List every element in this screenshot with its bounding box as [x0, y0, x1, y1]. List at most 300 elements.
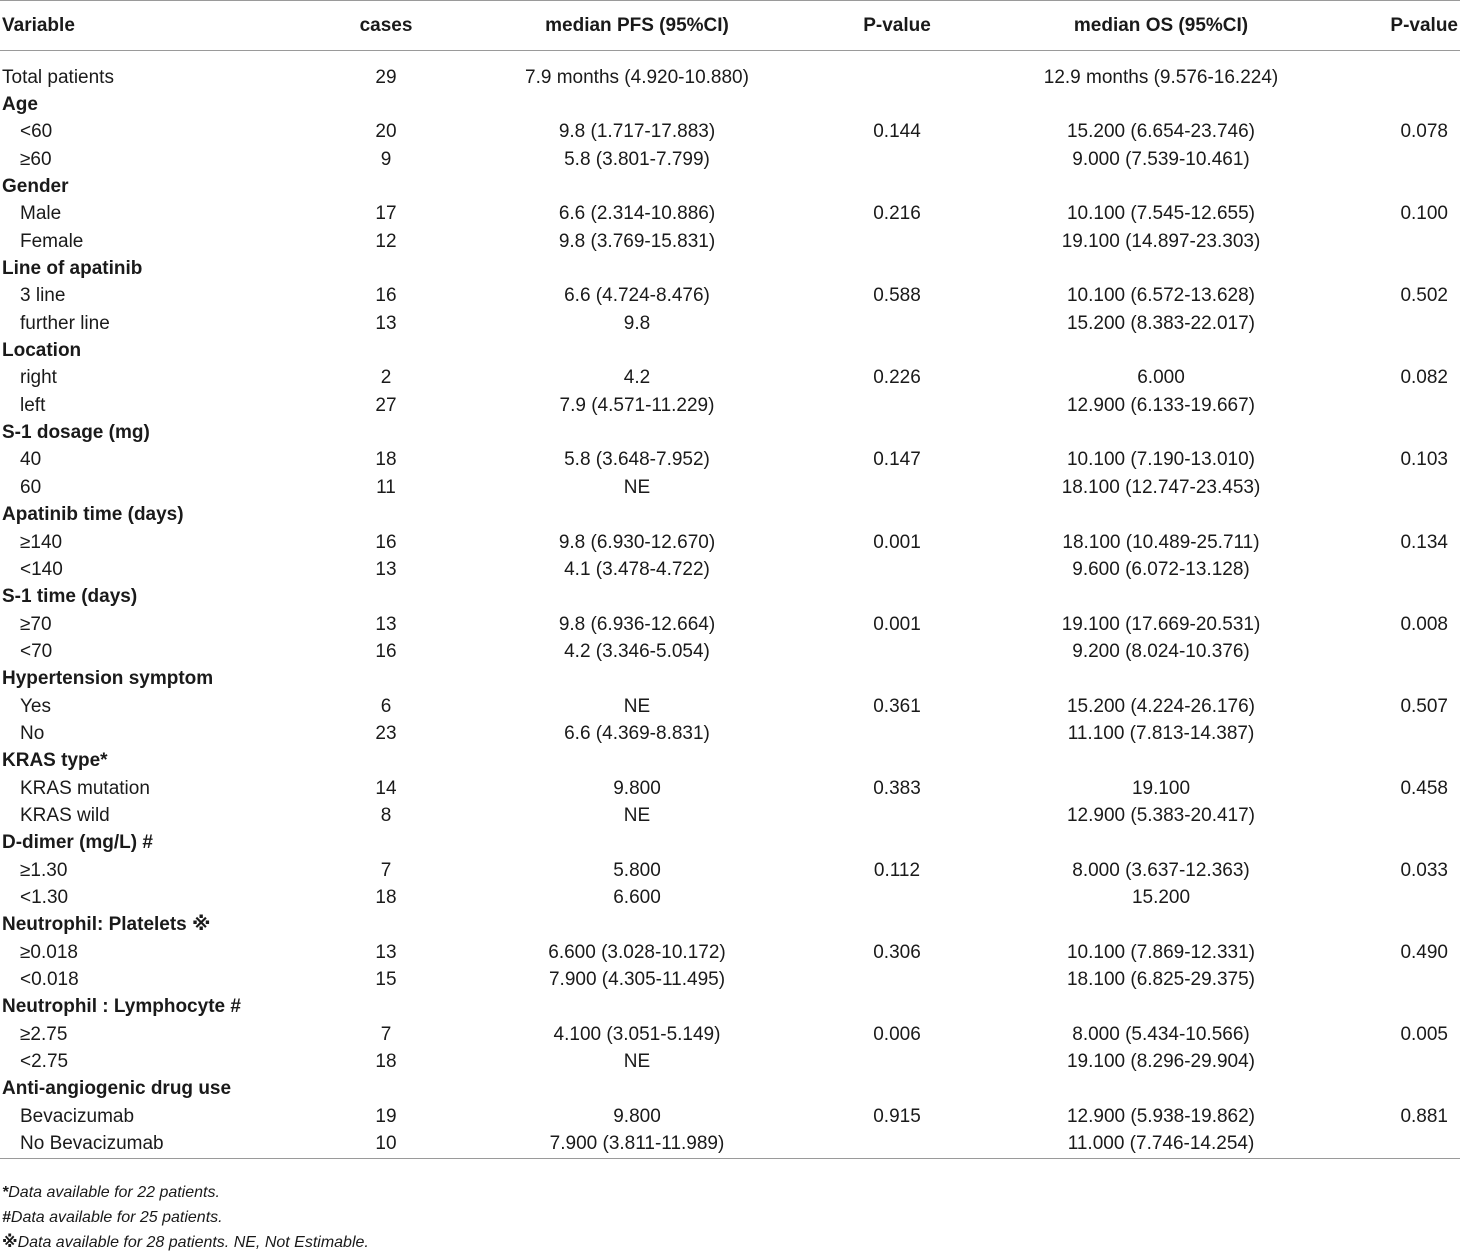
cell-os-p-value — [1330, 310, 1460, 337]
cell-variable: 3 line — [20, 285, 66, 307]
cell-median-os: 19.100 (17.669-20.531) — [1061, 613, 1261, 635]
cell-pfs-p-value: 0.588 — [873, 285, 921, 307]
footnote-mark: # — [2, 1209, 11, 1226]
cell-pfs-p-value: 0.147 — [873, 449, 921, 471]
cell-os-p-value: 0.005 — [1400, 1023, 1448, 1045]
group-header-row — [0, 91, 1460, 118]
cell-pfs-p-value — [802, 966, 992, 993]
cell-variable: <0.018 — [20, 969, 79, 991]
cell-os-p-value — [1330, 64, 1460, 91]
table-row — [0, 474, 1460, 501]
cell-variable: Neutrophil: Platelets ※ — [2, 914, 211, 936]
cell-median-os: 10.100 (6.572-13.628) — [1066, 285, 1256, 307]
header-cases: cases — [300, 1, 472, 51]
cell-os-p-value — [1330, 1048, 1460, 1075]
cell-os-p-value — [1330, 830, 1460, 857]
cell-median-os: 10.100 (7.869-12.331) — [1066, 941, 1256, 963]
cell-variable: ≥70 — [20, 613, 52, 635]
cell-median-os — [992, 994, 1330, 1021]
footnote-line — [2, 1230, 369, 1255]
cell-cases — [300, 502, 472, 529]
cell-median-os: 8.000 (5.434-10.566) — [1072, 1023, 1250, 1045]
cell-pfs-p-value — [802, 228, 992, 255]
footnote-text: Data available for 28 patients. NE, Not Estimable. — [17, 1234, 369, 1251]
cell-variable: Hypertension symptom — [2, 668, 214, 690]
cell-median-pfs: 6.6 (4.724-8.476) — [564, 285, 710, 307]
cell-os-p-value — [1330, 748, 1460, 775]
cell-pfs-p-value — [802, 884, 992, 911]
cell-median-pfs: 5.8 (3.648-7.952) — [564, 449, 710, 471]
cell-median-os — [992, 337, 1330, 364]
cell-os-p-value — [1330, 474, 1460, 501]
cell-variable: <70 — [20, 640, 53, 662]
cell-variable: KRAS mutation — [20, 777, 150, 799]
cell-os-p-value — [1330, 584, 1460, 611]
cell-pfs-p-value: 0.112 — [873, 859, 921, 881]
cell-median-pfs: 4.100 (3.051-5.149) — [553, 1023, 721, 1045]
cell-cases — [300, 337, 472, 364]
cell-cases — [300, 666, 472, 693]
group-header-row — [0, 255, 1460, 282]
header-variable: Variable — [0, 1, 300, 51]
cell-median-pfs — [472, 584, 802, 611]
cell-cases: 20 — [375, 121, 397, 143]
table-row — [0, 1048, 1460, 1075]
cell-cases — [300, 419, 472, 446]
header-median-pfs: median PFS (95%CI) — [472, 1, 802, 51]
cell-median-pfs: NE — [623, 1051, 651, 1073]
cell-os-p-value — [1330, 1076, 1460, 1103]
table-row — [0, 556, 1460, 583]
cell-pfs-p-value — [802, 419, 992, 446]
cell-pfs-p-value — [802, 337, 992, 364]
cell-median-pfs — [472, 173, 802, 200]
group-header-row — [0, 419, 1460, 446]
cell-cases: 27 — [375, 394, 397, 416]
header-row — [0, 1, 1460, 51]
table-row — [0, 857, 1460, 884]
cell-os-p-value: 0.078 — [1400, 121, 1448, 143]
table-row — [0, 720, 1460, 747]
table-row — [0, 283, 1460, 310]
cell-cases: 11 — [376, 476, 396, 498]
cell-cases — [300, 91, 472, 118]
cell-cases: 13 — [375, 312, 397, 334]
cell-median-pfs — [472, 91, 802, 118]
header-median-os: median OS (95%CI) — [992, 1, 1330, 51]
cell-variable: Bevacizumab — [20, 1105, 135, 1127]
cell-cases: 6 — [380, 695, 392, 717]
cell-cases: 13 — [375, 613, 397, 635]
table-row — [0, 310, 1460, 337]
cell-cases: 13 — [375, 941, 397, 963]
cell-variable: Location — [2, 340, 82, 362]
cell-os-p-value — [1330, 994, 1460, 1021]
cell-pfs-p-value: 0.226 — [873, 367, 921, 389]
cell-cases: 7 — [380, 859, 392, 881]
table-row — [0, 201, 1460, 228]
cell-variable: ≥0.018 — [20, 941, 78, 963]
cell-variable: 40 — [20, 449, 42, 471]
cell-cases: 13 — [375, 558, 397, 580]
cell-cases: 7 — [380, 1023, 392, 1045]
cell-median-pfs: 7.900 (4.305-11.495) — [548, 969, 726, 991]
cell-variable: Female — [20, 230, 84, 252]
cell-median-pfs — [472, 912, 802, 939]
cell-cases: 16 — [375, 531, 397, 553]
cell-median-os: 10.100 (7.545-12.655) — [1066, 203, 1256, 225]
table-row — [0, 146, 1460, 173]
cell-cases — [300, 830, 472, 857]
cell-pfs-p-value — [802, 173, 992, 200]
cell-variable: ≥2.75 — [20, 1023, 68, 1045]
cell-variable: Male — [20, 203, 62, 225]
cell-os-p-value — [1330, 392, 1460, 419]
group-header-row — [0, 994, 1460, 1021]
cell-median-pfs: 9.8 (6.936-12.664) — [558, 613, 716, 635]
cell-os-p-value: 0.490 — [1400, 941, 1448, 963]
cell-pfs-p-value — [802, 474, 992, 501]
cell-pfs-p-value: 0.361 — [873, 695, 921, 717]
cell-variable: ≥1.30 — [20, 859, 68, 881]
cell-median-pfs — [472, 994, 802, 1021]
table-row — [0, 1103, 1460, 1130]
cell-variable: 60 — [20, 476, 42, 498]
cell-median-pfs — [472, 830, 802, 857]
cell-cases: 15 — [375, 969, 397, 991]
cell-os-p-value: 0.881 — [1400, 1105, 1448, 1127]
cell-cases: 19 — [375, 1105, 397, 1127]
cell-cases — [300, 255, 472, 282]
cell-pfs-p-value — [802, 1048, 992, 1075]
cell-variable: No — [20, 722, 45, 744]
cell-median-os: 18.100 (6.825-29.375) — [1066, 969, 1256, 991]
cell-variable: Age — [2, 94, 38, 116]
cell-pfs-p-value: 0.006 — [873, 1023, 921, 1045]
cell-median-os: 15.200 (6.654-23.746) — [1066, 121, 1256, 143]
cell-os-p-value — [1330, 91, 1460, 118]
cell-cases: 16 — [375, 285, 397, 307]
cell-pfs-p-value — [802, 310, 992, 337]
cell-pfs-p-value — [802, 255, 992, 282]
cell-os-p-value — [1330, 638, 1460, 665]
table-row — [0, 884, 1460, 911]
footnote-text: Data available for 25 patients. — [10, 1209, 223, 1226]
cell-median-os: 10.100 (7.190-13.010) — [1066, 449, 1256, 471]
cell-os-p-value: 0.100 — [1400, 203, 1448, 225]
group-header-row — [0, 912, 1460, 939]
cell-pfs-p-value — [802, 666, 992, 693]
cell-median-os: 15.200 (8.383-22.017) — [1066, 312, 1256, 334]
cell-os-p-value — [1330, 146, 1460, 173]
group-header-row — [0, 748, 1460, 775]
cell-pfs-p-value — [802, 994, 992, 1021]
cell-pfs-p-value — [802, 584, 992, 611]
cell-variable: <1.30 — [20, 886, 69, 908]
cell-median-pfs: 6.600 (3.028-10.172) — [548, 941, 726, 963]
cell-pfs-p-value: 0.915 — [873, 1105, 921, 1127]
cell-os-p-value — [1330, 966, 1460, 993]
cell-pfs-p-value — [802, 392, 992, 419]
cell-os-p-value: 0.502 — [1400, 285, 1448, 307]
cell-cases — [300, 994, 472, 1021]
table-row — [0, 802, 1460, 829]
group-header-row — [0, 1076, 1460, 1103]
cell-cases — [300, 748, 472, 775]
cell-median-os — [992, 419, 1330, 446]
header-os-p-value: P-value — [1330, 1, 1460, 51]
cell-cases: 18 — [375, 449, 397, 471]
cell-cases: 12 — [375, 230, 397, 252]
cell-pfs-p-value: 0.144 — [873, 121, 921, 143]
cell-median-os: 19.100 (14.897-23.303) — [1061, 230, 1261, 252]
footnote-line — [2, 1205, 369, 1230]
cell-median-pfs — [472, 1076, 802, 1103]
cell-median-pfs: 9.8 (1.717-17.883) — [558, 121, 716, 143]
cell-median-os: 6.000 — [1137, 367, 1185, 389]
cell-median-pfs: NE — [623, 476, 651, 498]
cell-os-p-value — [1330, 720, 1460, 747]
cell-median-os: 9.600 (6.072-13.128) — [1072, 558, 1250, 580]
table-row — [0, 638, 1460, 665]
cell-median-os — [992, 502, 1330, 529]
cell-os-p-value: 0.103 — [1400, 449, 1448, 471]
cell-median-os: 12.900 (5.383-20.417) — [1066, 804, 1256, 826]
cell-median-os: 19.100 — [1131, 777, 1191, 799]
cell-cases: 14 — [375, 777, 397, 799]
table-row — [0, 119, 1460, 146]
cell-pfs-p-value — [802, 146, 992, 173]
table-header — [0, 1, 1460, 51]
cell-median-pfs: 6.600 — [613, 886, 661, 908]
cell-cases: 29 — [375, 66, 397, 88]
group-header-row — [0, 337, 1460, 364]
cell-os-p-value — [1330, 1130, 1460, 1158]
table-row — [0, 365, 1460, 392]
table-row — [0, 693, 1460, 720]
group-header-row — [0, 584, 1460, 611]
cell-os-p-value: 0.033 — [1400, 859, 1448, 881]
cell-cases: 18 — [375, 1051, 397, 1073]
cell-median-pfs — [472, 748, 802, 775]
group-header-row — [0, 666, 1460, 693]
cell-median-os: 9.000 (7.539-10.461) — [1072, 148, 1250, 170]
cell-pfs-p-value: 0.001 — [873, 613, 921, 635]
cell-os-p-value — [1330, 666, 1460, 693]
cell-pfs-p-value: 0.306 — [873, 941, 921, 963]
table-row — [0, 775, 1460, 802]
cell-cases: 10 — [300, 1130, 472, 1158]
table-row — [0, 529, 1460, 556]
cell-os-p-value: 0.458 — [1400, 777, 1448, 799]
cell-median-os: 18.100 (12.747-23.453) — [1061, 476, 1261, 498]
cell-median-pfs — [472, 502, 802, 529]
cell-pfs-p-value — [802, 802, 992, 829]
header-pfs-p-value: P-value — [802, 1, 992, 51]
cell-pfs-p-value — [802, 556, 992, 583]
header-spacer — [0, 51, 1460, 65]
cell-median-pfs: 6.6 (4.369-8.831) — [564, 722, 710, 744]
cell-median-os: 15.200 — [1131, 886, 1191, 908]
cell-median-pfs: 9.8 — [623, 312, 651, 334]
cell-median-pfs — [472, 666, 802, 693]
cell-median-pfs — [472, 255, 802, 282]
cell-os-p-value — [1330, 255, 1460, 282]
cell-cases: 23 — [375, 722, 397, 744]
cell-pfs-p-value — [802, 64, 992, 91]
cell-median-pfs: 7.9 months (4.920-10.880) — [525, 66, 749, 88]
cell-pfs-p-value: 0.216 — [873, 203, 921, 225]
cell-median-pfs: 4.2 (3.346-5.054) — [564, 640, 710, 662]
cell-pfs-p-value: 0.383 — [873, 777, 921, 799]
cell-median-pfs: NE — [623, 804, 651, 826]
cell-median-pfs: 9.800 — [613, 1105, 661, 1127]
cell-os-p-value — [1330, 912, 1460, 939]
footnote-text: Data available for 22 patients. — [8, 1184, 220, 1201]
cell-median-os — [992, 173, 1330, 200]
cell-median-pfs: 5.8 (3.801-7.799) — [564, 148, 710, 170]
table-row — [0, 64, 1460, 91]
cell-median-os: 9.200 (8.024-10.376) — [1072, 640, 1250, 662]
cell-cases: 17 — [375, 203, 397, 225]
table-row — [0, 611, 1460, 638]
cell-median-os: 12.900 (5.938-19.862) — [1066, 1105, 1256, 1127]
cell-pfs-p-value — [802, 638, 992, 665]
cell-median-os: 12.900 (6.133-19.667) — [1066, 394, 1256, 416]
cell-variable: ≥140 — [20, 531, 63, 553]
cell-cases: 8 — [380, 804, 392, 826]
cell-variable: right — [20, 367, 57, 389]
cell-cases — [300, 584, 472, 611]
cell-cases — [300, 912, 472, 939]
cell-pfs-p-value: 0.001 — [873, 531, 921, 553]
cell-os-p-value — [1330, 419, 1460, 446]
group-header-row — [0, 502, 1460, 529]
cell-variable: No Bevacizumab — [0, 1130, 300, 1158]
cell-cases: 9 — [380, 148, 392, 170]
group-header-row — [0, 830, 1460, 857]
footnote-mark: ※ — [2, 1234, 18, 1251]
cell-median-os: 12.9 months (9.576-16.224) — [1043, 66, 1279, 88]
cell-variable: Line of apatinib — [2, 258, 143, 280]
cell-median-os — [992, 912, 1330, 939]
cell-variable: Total patients — [2, 66, 114, 88]
cell-median-pfs: NE — [623, 695, 651, 717]
table-row — [0, 966, 1460, 993]
cell-median-os — [992, 255, 1330, 282]
cell-median-os — [992, 91, 1330, 118]
cell-variable: further line — [20, 312, 110, 334]
cell-os-p-value: 0.008 — [1400, 613, 1448, 635]
cell-os-p-value — [1330, 802, 1460, 829]
cell-median-os: 8.000 (3.637-12.363) — [1072, 859, 1250, 881]
cell-median-os: 11.100 (7.813-14.387) — [1067, 722, 1255, 744]
cell-os-p-value: 0.082 — [1400, 367, 1448, 389]
cell-median-os: 15.200 (4.224-26.176) — [1066, 695, 1256, 717]
cell-median-os: 19.100 (8.296-29.904) — [1066, 1051, 1256, 1073]
cell-median-pfs — [472, 419, 802, 446]
cell-median-pfs: 9.8 (3.769-15.831) — [558, 230, 716, 252]
cell-os-p-value: 0.507 — [1400, 695, 1448, 717]
cell-median-os — [992, 748, 1330, 775]
cell-os-p-value — [1330, 502, 1460, 529]
cell-os-p-value — [1330, 337, 1460, 364]
cell-variable: left — [20, 394, 46, 416]
cell-variable: <140 — [20, 558, 63, 580]
cell-os-p-value — [1330, 556, 1460, 583]
cell-median-pfs: 4.1 (3.478-4.722) — [564, 558, 710, 580]
group-header-row — [0, 173, 1460, 200]
cell-variable: Yes — [20, 695, 51, 717]
cell-variable: Apatinib time (days) — [2, 504, 184, 526]
cell-variable: S-1 dosage (mg) — [2, 422, 150, 444]
cell-os-p-value — [1330, 173, 1460, 200]
table-row — [0, 1130, 1460, 1158]
cell-median-pfs: 5.800 — [613, 859, 661, 881]
table-row — [0, 939, 1460, 966]
cell-pfs-p-value — [802, 1130, 992, 1158]
cell-pfs-p-value — [802, 830, 992, 857]
cell-median-os — [992, 1076, 1330, 1103]
cell-variable: Anti-angiogenic drug use — [2, 1078, 232, 1100]
cell-median-os: 18.100 (10.489-25.711) — [1062, 531, 1260, 553]
footnote-line — [2, 1180, 369, 1205]
cell-median-pfs: 6.6 (2.314-10.886) — [558, 203, 716, 225]
cell-pfs-p-value — [802, 748, 992, 775]
cell-median-pfs — [472, 337, 802, 364]
cell-variable: KRAS wild — [20, 804, 110, 826]
table-body — [0, 51, 1460, 1159]
cell-cases: 18 — [375, 886, 397, 908]
cell-cases — [300, 173, 472, 200]
footnotes — [2, 1180, 369, 1255]
cell-cases — [300, 1076, 472, 1103]
cell-variable: <60 — [20, 121, 53, 143]
cell-median-os — [992, 830, 1330, 857]
cell-median-pfs: 7.9 (4.571-11.229) — [559, 394, 715, 416]
footnote-mark: * — [2, 1184, 9, 1201]
cell-median-pfs: 9.8 (6.930-12.670) — [558, 531, 716, 553]
cell-median-pfs: 7.900 (3.811-11.989) — [472, 1130, 802, 1158]
cell-median-pfs: 4.2 — [623, 367, 651, 389]
cell-os-p-value — [1330, 228, 1460, 255]
table-row — [0, 1021, 1460, 1048]
cell-variable: D-dimer (mg/L) # — [2, 832, 153, 854]
cell-os-p-value — [1330, 884, 1460, 911]
cell-median-os — [992, 666, 1330, 693]
cell-pfs-p-value — [802, 502, 992, 529]
cell-pfs-p-value — [802, 912, 992, 939]
cell-median-pfs: 9.800 — [613, 777, 661, 799]
table-row — [0, 447, 1460, 474]
cell-variable: KRAS type* — [2, 750, 108, 772]
cell-os-p-value: 0.134 — [1400, 531, 1448, 553]
cell-cases: 16 — [375, 640, 397, 662]
table-row — [0, 392, 1460, 419]
table-row — [0, 228, 1460, 255]
cell-median-os: 11.000 (7.746-14.254) — [992, 1130, 1330, 1158]
cell-variable: ≥60 — [20, 148, 52, 170]
cell-variable: Neutrophil : Lymphocyte # — [2, 996, 241, 1018]
cell-pfs-p-value — [802, 91, 992, 118]
cell-variable: Gender — [2, 176, 69, 198]
cell-pfs-p-value — [802, 1076, 992, 1103]
cell-cases: 2 — [380, 367, 392, 389]
cell-variable: S-1 time (days) — [2, 586, 138, 608]
cell-median-os — [992, 584, 1330, 611]
cell-pfs-p-value — [802, 720, 992, 747]
cell-variable: <2.75 — [20, 1051, 69, 1073]
